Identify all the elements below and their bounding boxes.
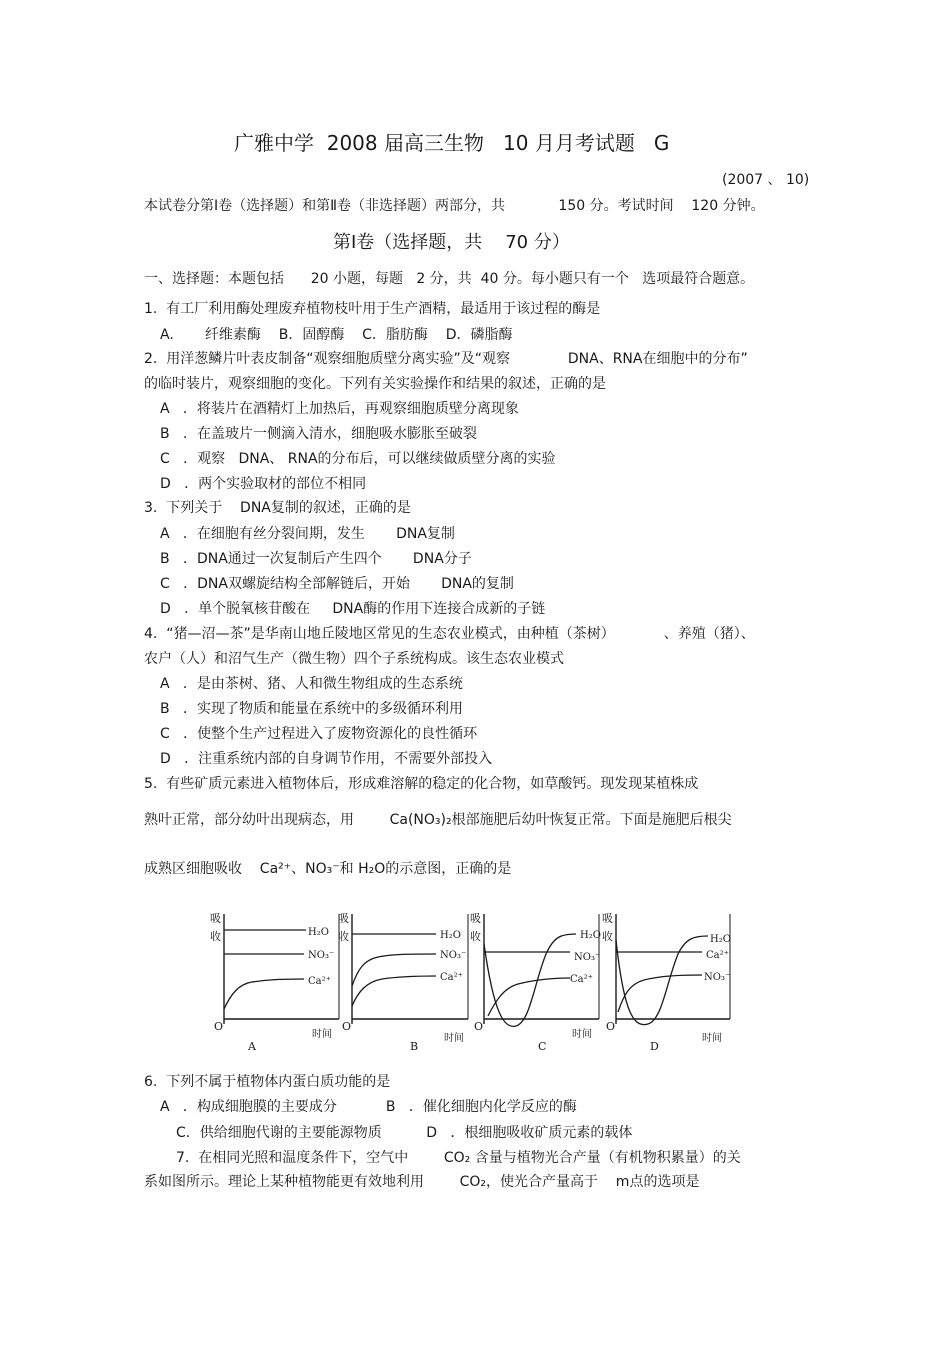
- graph-d-y-label-2: 收: [602, 930, 613, 943]
- q6-stem: 6. 下列不属于植物体内蛋白质功能的是: [144, 1074, 391, 1090]
- graph-b-no3-label: NO₃⁻: [440, 950, 467, 961]
- graph-c-origin: O: [474, 1020, 484, 1033]
- graph-d-ca-label: Ca²⁺: [706, 950, 729, 961]
- q4-option-a: A ．是由茶树、猪、人和微生物组成的生态系统: [160, 676, 463, 692]
- q2-stem-line1: 2. 用洋葱鳞片叶表皮制备“观察细胞质壁分离实验”及“观察 DNA、RNA在细胞中的分布”: [144, 351, 748, 367]
- graph-b: [338, 912, 468, 1053]
- q5-stem-line3: 成熟区细胞吸收 Ca²⁺、NO₃⁻和 H₂O的示意图，正确的是: [144, 861, 512, 877]
- q7-stem-line1: 7. 在相同光照和温度条件下，空气中 CO₂ 含量与植物光合产量（有机物积累量）的关: [176, 1150, 741, 1166]
- q4-stem-line1: 4. “猪—沼—茶”是华南山地丘陵地区常见的生态农业模式，由种植（茶树） 、养殖（猪）、: [144, 626, 755, 642]
- graph-a-x-label: 时间: [312, 1029, 332, 1040]
- part-title: 第Ⅰ卷（选择题，共 70 分）: [333, 232, 570, 253]
- exam-intro: 本试卷分第Ⅰ卷（选择题）和第Ⅱ卷（非选择题）两部分，共 150 分。考试时间 120 分钟。: [144, 198, 765, 214]
- q5-absorption-graphs: [204, 904, 736, 1054]
- graph-d-letter: D: [650, 1040, 659, 1053]
- graph-c: [470, 912, 601, 1053]
- q6-options-cd: C．供给细胞代谢的主要能源物质 D ．根细胞吸收矿质元素的载体: [176, 1125, 633, 1141]
- q1-options: A. 纤维素酶 B．固醇酶 C．脂肪酶 D．磷脂酶: [160, 327, 513, 343]
- q2-option-b: B ．在盖玻片一侧滴入清水，细胞吸水膨胀至破裂: [160, 426, 477, 442]
- graph-a-ca-label: Ca²⁺: [308, 976, 331, 987]
- graph-a-origin: O: [214, 1020, 224, 1033]
- q2-option-c: C ．观察 DNA、 RNA的分布后，可以继续做质壁分离的实验: [160, 451, 556, 467]
- q4-option-c: C ．使整个生产过程进入了废物资源化的良性循环: [160, 726, 478, 742]
- graph-b-letter: B: [410, 1040, 419, 1053]
- q4-option-b: B ．实现了物质和能量在系统中的多级循环利用: [160, 701, 463, 717]
- q6-options-ab: A ．构成细胞膜的主要成分 B ．催化细胞内化学反应的酶: [160, 1099, 577, 1115]
- graph-a-h2o-label: H₂O: [308, 927, 329, 938]
- graph-a-y-label-1: 吸: [210, 912, 221, 925]
- graph-a-y-label-2: 收: [210, 930, 221, 943]
- graph-c-ca-label: Ca²⁺: [570, 974, 593, 985]
- graph-d-origin: O: [606, 1020, 616, 1033]
- q5-stem-line2: 熟叶正常，部分幼叶出现病态，用 Ca(NO₃)₂根部施肥后幼叶恢复正常。下面是施肥后根尖: [144, 812, 732, 828]
- graph-d-x-label: 时间: [702, 1033, 722, 1044]
- q2-option-a: A ．将装片在酒精灯上加热后，再观察细胞质壁分离现象: [160, 401, 519, 417]
- graph-a: [210, 912, 339, 1053]
- graph-b-y-label-2: 收: [338, 930, 349, 943]
- graph-b-origin: O: [342, 1020, 352, 1033]
- instructions: 一、选择题：本题包括 20 小题，每题 2 分，共 40 分。每小题只有一个 选项最符合题意。: [144, 271, 755, 287]
- graph-b-h2o-label: H₂O: [440, 930, 461, 941]
- q2-option-d: D ．两个实验取材的部位不相同: [160, 476, 367, 492]
- graph-b-ca-label: Ca²⁺: [440, 972, 463, 983]
- q1-stem: 1. 有工厂利用酶处理废弃植物枝叶用于生产酒精，最适用于该过程的酶是: [144, 301, 601, 317]
- graph-a-letter: A: [248, 1040, 256, 1053]
- exam-title: 广雅中学 2008 届高三生物 10 月月考试题 G: [234, 131, 670, 155]
- graph-d-y-label-1: 吸: [602, 912, 613, 925]
- graph-c-letter: C: [538, 1040, 547, 1053]
- graph-c-x-label: 时间: [572, 1029, 592, 1040]
- q3-option-c: C ．DNA双螺旋结构全部解链后，开始 DNA的复制: [160, 576, 514, 592]
- exam-date: (2007 、 10): [722, 172, 810, 188]
- q3-option-d: D ．单个脱氧核苷酸在 DNA酶的作用下连接合成新的子链: [160, 601, 546, 617]
- graph-d: [602, 912, 731, 1053]
- q4-option-d: D ．注重系统内部的自身调节作用，不需要外部投入: [160, 751, 493, 767]
- graph-c-y-label-2: 收: [470, 930, 481, 943]
- graph-c-y-label-1: 吸: [470, 912, 481, 925]
- graph-b-y-label-1: 吸: [338, 912, 349, 925]
- q3-option-a: A ．在细胞有丝分裂间期，发生 DNA复制: [160, 526, 455, 542]
- q2-stem-line2: 的临时装片，观察细胞的变化。下列有关实验操作和结果的叙述，正确的是: [144, 376, 606, 392]
- graph-a-no3-label: NO₃⁻: [308, 950, 335, 961]
- q5-stem-line1: 5. 有些矿质元素进入植物体后，形成难溶解的稳定的化合物，如草酸钙。现发现某植株成: [144, 776, 699, 792]
- graph-d-no3-label: NO₃⁻: [704, 972, 731, 983]
- graph-d-h2o-label: H₂O: [710, 934, 731, 945]
- q7-stem-line2: 系如图所示。理论上某种植物能更有效地利用 CO₂，使光合产量高于 m点的选项是: [144, 1174, 700, 1190]
- q4-stem-line2: 农户（人）和沼气生产（微生物）四个子系统构成。该生态农业模式: [144, 651, 564, 667]
- graph-c-no3-label: NO₃⁻: [574, 952, 601, 963]
- graph-c-h2o-label: H₂O: [580, 930, 601, 941]
- q3-stem: 3. 下列关于 DNA复制的叙述，正确的是: [144, 500, 411, 516]
- q3-option-b: B ．DNA通过一次复制后产生四个 DNA分子: [160, 551, 472, 567]
- graph-b-x-label: 时间: [444, 1033, 464, 1044]
